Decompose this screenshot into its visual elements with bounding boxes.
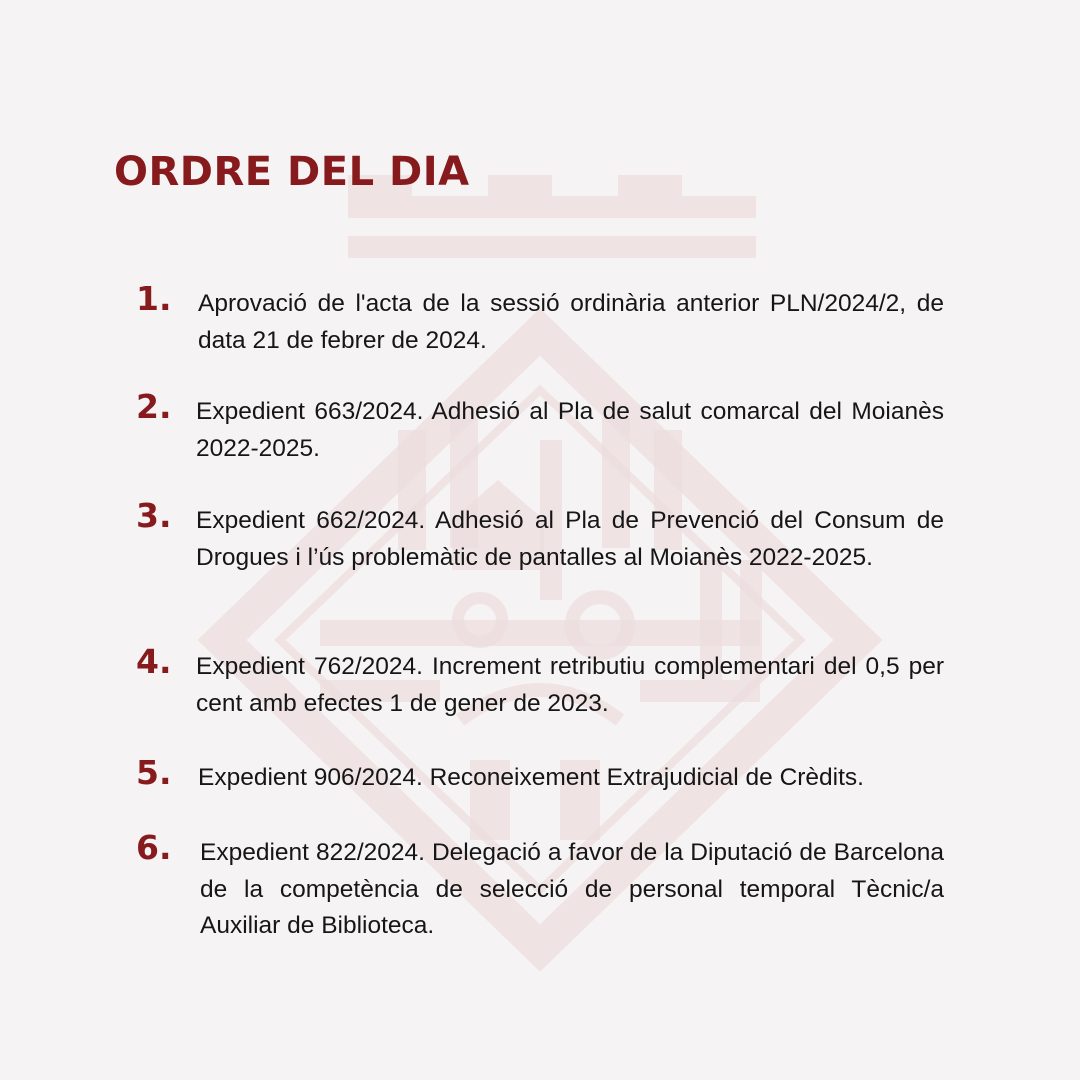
agenda-item-text: Expedient 663/2024. Adhesió al Pla de salut comarcal del Moianès 2022-2025. [196,398,944,462]
page-title: ORDRE DEL DIA [114,149,470,195]
agenda-item-number: 3. [136,496,172,535]
agenda-item-number: 1. [136,279,172,318]
agenda-item [136,828,944,948]
agenda-item [136,387,944,471]
agenda-item-number: 2. [136,387,172,426]
agenda-item [136,753,944,801]
agenda-item-text: Expedient 662/2024. Adhesió al Pla de Prevenció del Consum de Drogues i l’ús problemàtic de pantalles al Moianès 2022-2025. [196,507,944,571]
agenda-item [136,642,944,726]
agenda-item-text: Expedient 822/2024. Delegació a favor de la Diputació de Barcelona de la competència de selecció de personal temporal Tècnic/a Auxiliar de Biblioteca. [200,839,944,939]
agenda-item-number: 4. [136,642,172,681]
agenda-item-text: Aprovació de l'acta de la sessió ordinària anterior PLN/2024/2, de data 21 de febrer de 2024. [198,290,944,354]
agenda-item [136,496,944,616]
agenda-item [136,279,944,363]
agenda-item-number: 5. [136,753,172,792]
agenda-item-text: Expedient 906/2024. Reconeixement Extrajudicial de Crèdits. [198,764,864,791]
agenda-item-text: Expedient 762/2024. Increment retributiu complementari del 0,5 per cent amb efectes 1 de gener de 2023. [196,653,944,717]
agenda-item-number: 6. [136,828,172,867]
